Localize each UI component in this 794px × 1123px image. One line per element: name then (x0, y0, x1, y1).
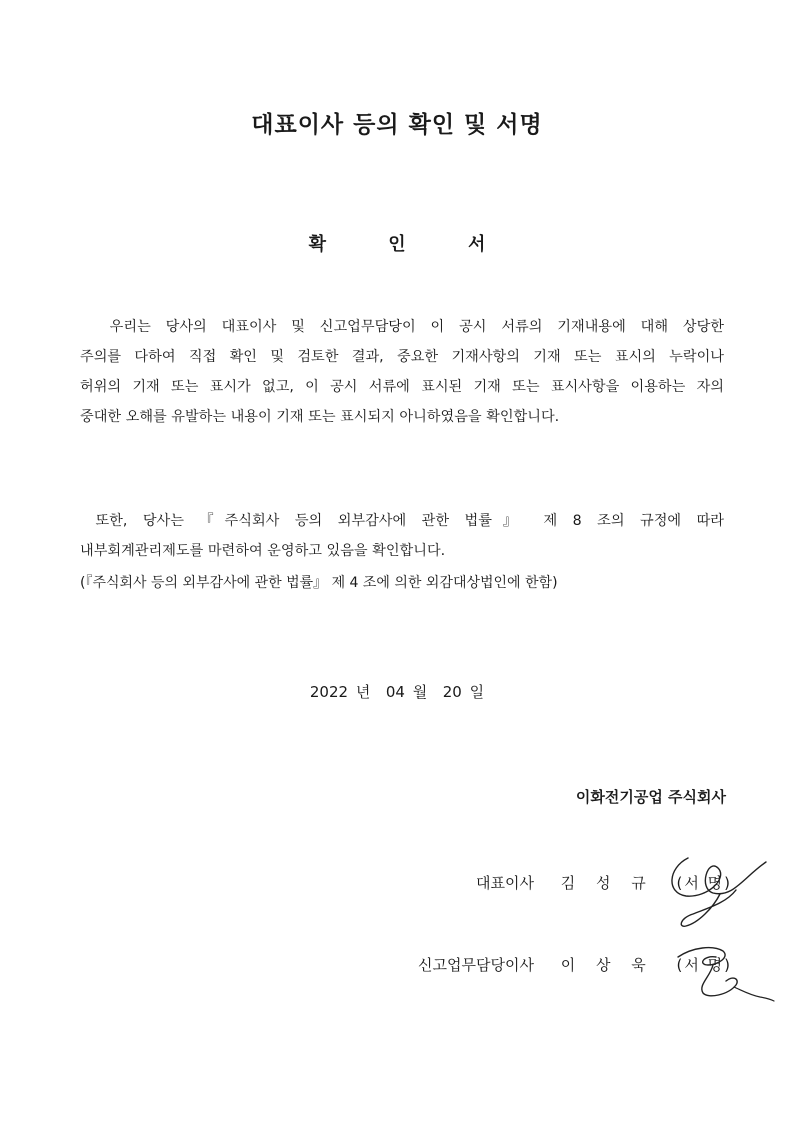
document-date: 2022 년 04 월 20 일 (309, 683, 485, 701)
confirmation-heading (0, 230, 794, 256)
company-name: 이화전기공업 주식회사 (575, 788, 726, 806)
paragraph-line: 또한, 당사는 『주식회사 등의 외부감사에 관한 법률』 제 8 조의 규정에 따라 (80, 513, 724, 529)
confirmation-heading-char-3: 서 (467, 234, 486, 255)
confirmation-heading-char-1: 확 (308, 234, 327, 255)
signature-label: (서 명) (676, 874, 732, 892)
scope-note: (『주식회사 등의 외부감사에 관한 법률』 제 4 조에 의한 외감대상법인에 한함) (80, 575, 558, 591)
confirmation-paragraph (80, 312, 724, 432)
signer-role: 대표이사 (476, 874, 534, 892)
document-title: 대표이사 등의 확인 및 서명 (251, 112, 543, 138)
paragraph-line: 허위의 기재 또는 표시가 없고, 이 공시 서류에 표시된 기재 또는 표시사항을 이용하는 자의 (80, 379, 724, 395)
paragraph-line: 중대한 오해를 유발하는 내용이 기재 또는 표시되지 아니하였음을 확인합니다. (80, 409, 560, 425)
internal-control-paragraph (80, 506, 724, 566)
paragraph-line: 주의를 다하여 직접 확인 및 검토한 결과, 중요한 기재사항의 기재 또는 표시의 누락이나 (80, 349, 724, 365)
signer-name: 이 상 욱 (560, 956, 654, 974)
signature-label: (서 명) (676, 956, 732, 974)
handwritten-signature-icon (658, 848, 778, 938)
paragraph-line: 우리는 당사의 대표이사 및 신고업무담당이 이 공시 서류의 기재내용에 대해 상당한 (80, 319, 724, 335)
signer-ceo (476, 872, 732, 893)
signer-name: 김 성 규 (560, 874, 654, 892)
signer-role: 신고업무담당이사 (418, 956, 534, 974)
signer-disclosure-officer (418, 954, 732, 975)
paragraph-line: 내부회계관리제도를 마련하여 운영하고 있음을 확인합니다. (80, 543, 446, 559)
confirmation-heading-char-2: 인 (388, 234, 406, 255)
